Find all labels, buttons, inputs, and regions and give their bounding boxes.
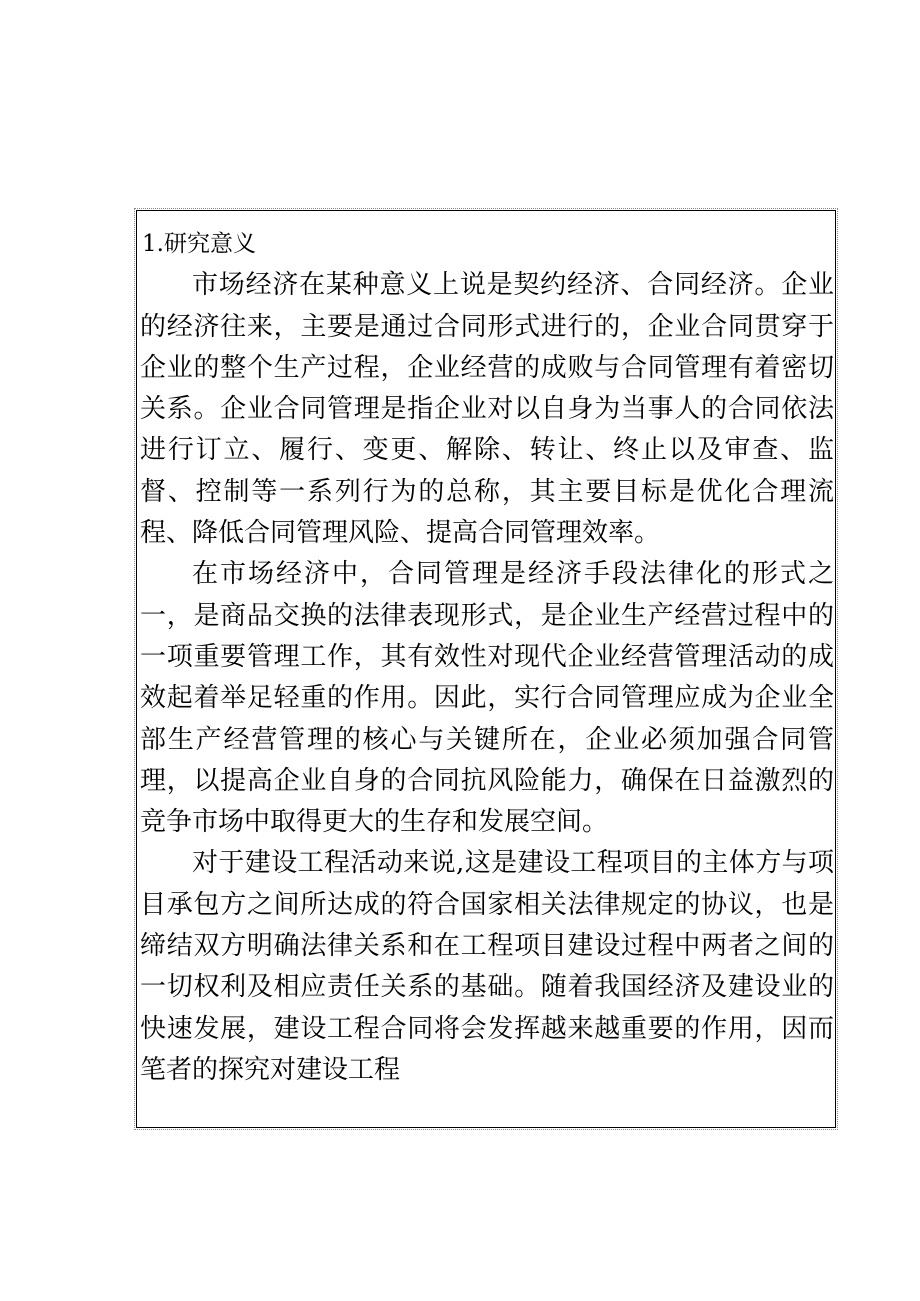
document-body (140, 224, 834, 1091)
paragraph-1: 市场经济在某种意义上说是契约经济、合同经济。企业的经济往来，主要是通过合同形式进行的，企业合同贯穿于企业的整个生产过程，企业经营的成败与合同管理有着密切关系。企业合同管理是指企业对以自身为当事人的合同依法进行订立、履行、变更、解除、转让、终止以及审查、监督、控制等一系列行为的总称，其主要目标是优化合理流程、降低合同管理风险、提高合同管理效率。 (140, 270, 834, 549)
paragraph-3: 对于建设工程活动来说,这是建设工程项目的主体方与项目承包方之间所达成的符合国家相关法律规定的协议，也是缔结双方明确法律关系和在工程项目建设过程中两者之间的一切权利及相应责任关系的基础。随着我国经济及建设业的快速发展，建设工程合同将会发挥越来越重要的作用，因而笔者的探究对建设工程 (140, 848, 834, 1085)
section-heading: 1.研究意义 (142, 231, 256, 257)
paragraph-2: 在市场经济中，合同管理是经济手段法律化的形式之一，是商品交换的法律表现形式，是企业生产经营过程中的一项重要管理工作，其有效性对现代企业经营管理活动的成效起着举足轻重的作用。因此，实行合同管理应成为企业全部生产经营管理的核心与关键所在，企业必须加强合同管理，以提高企业自身的合同抗风险能力，确保在日益激烈的竞争市场中取得更大的生存和发展空间。 (140, 559, 834, 838)
